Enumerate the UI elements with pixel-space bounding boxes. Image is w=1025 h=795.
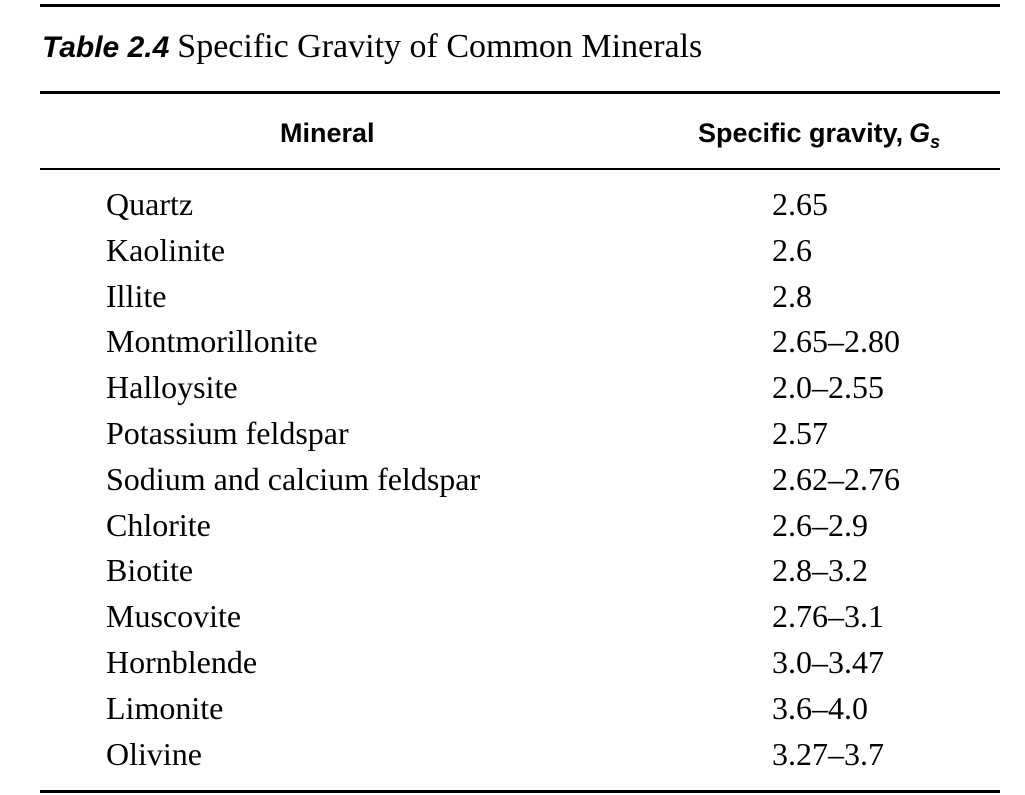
mineral-name: Montmorillonite xyxy=(106,323,318,360)
bottom-rule xyxy=(40,790,1000,793)
mineral-name: Quartz xyxy=(106,186,194,222)
column-header-specific-gravity xyxy=(698,115,940,154)
mineral-name: Kaolinite xyxy=(106,231,226,268)
specific-gravity-value: 2.6–2.9 xyxy=(772,506,868,543)
mineral-name: Sodium and calcium feldspar xyxy=(106,460,481,497)
mineral-name: Halloysite xyxy=(106,369,238,406)
mineral-name: Hornblende xyxy=(106,643,258,680)
table-title: Specific Gravity of Common Minerals xyxy=(177,28,703,65)
mineral-name: Olivine xyxy=(106,735,202,772)
specific-gravity-value: 2.6 xyxy=(772,231,812,268)
table-row xyxy=(0,365,1025,411)
specific-gravity-value: 3.27–3.7 xyxy=(772,735,884,772)
caption-rule xyxy=(40,91,1000,94)
specific-gravity-value: 2.65–2.80 xyxy=(772,323,900,360)
specific-gravity-value: 3.6–4.0 xyxy=(772,689,868,726)
table-row xyxy=(0,457,1025,503)
mineral-name: Illite xyxy=(106,277,167,314)
table-row xyxy=(0,274,1025,320)
table-row xyxy=(0,548,1025,594)
specific-gravity-value: 2.8–3.2 xyxy=(772,552,868,589)
table-row xyxy=(0,732,1025,778)
mineral-name: Limonite xyxy=(106,689,224,726)
mineral-name: Biotite xyxy=(106,552,194,589)
column-header-gravity-label: Specific gravity, xyxy=(698,118,904,148)
mineral-name: Chlorite xyxy=(106,506,211,543)
specific-gravity-value: 2.0–2.55 xyxy=(772,369,884,406)
specific-gravity-value: 2.62–2.76 xyxy=(772,460,900,497)
specific-gravity-value: 2.65 xyxy=(772,186,828,222)
table-row xyxy=(0,503,1025,549)
table-row xyxy=(0,686,1025,732)
specific-gravity-value: 2.8 xyxy=(772,277,812,314)
table-row xyxy=(0,640,1025,686)
specific-gravity-value: 3.0–3.47 xyxy=(772,643,884,680)
gravity-symbol: G xyxy=(909,118,931,148)
header-rule xyxy=(40,168,1000,170)
table-caption xyxy=(42,30,702,64)
mineral-name: Potassium feldspar xyxy=(106,414,349,451)
gravity-symbol-subscript: s xyxy=(930,132,941,152)
table-number: Table 2.4 xyxy=(42,31,170,64)
mineral-name: Muscovite xyxy=(106,598,242,635)
specific-gravity-value: 2.76–3.1 xyxy=(772,598,884,635)
column-header-mineral: Mineral xyxy=(280,118,375,148)
table-row xyxy=(0,319,1025,365)
specific-gravity-value: 2.57 xyxy=(772,414,828,451)
table-body xyxy=(0,182,1025,777)
table-row xyxy=(0,182,1025,228)
table-row xyxy=(0,228,1025,274)
table-row xyxy=(0,594,1025,640)
top-rule xyxy=(40,4,1000,7)
table-row xyxy=(0,411,1025,457)
